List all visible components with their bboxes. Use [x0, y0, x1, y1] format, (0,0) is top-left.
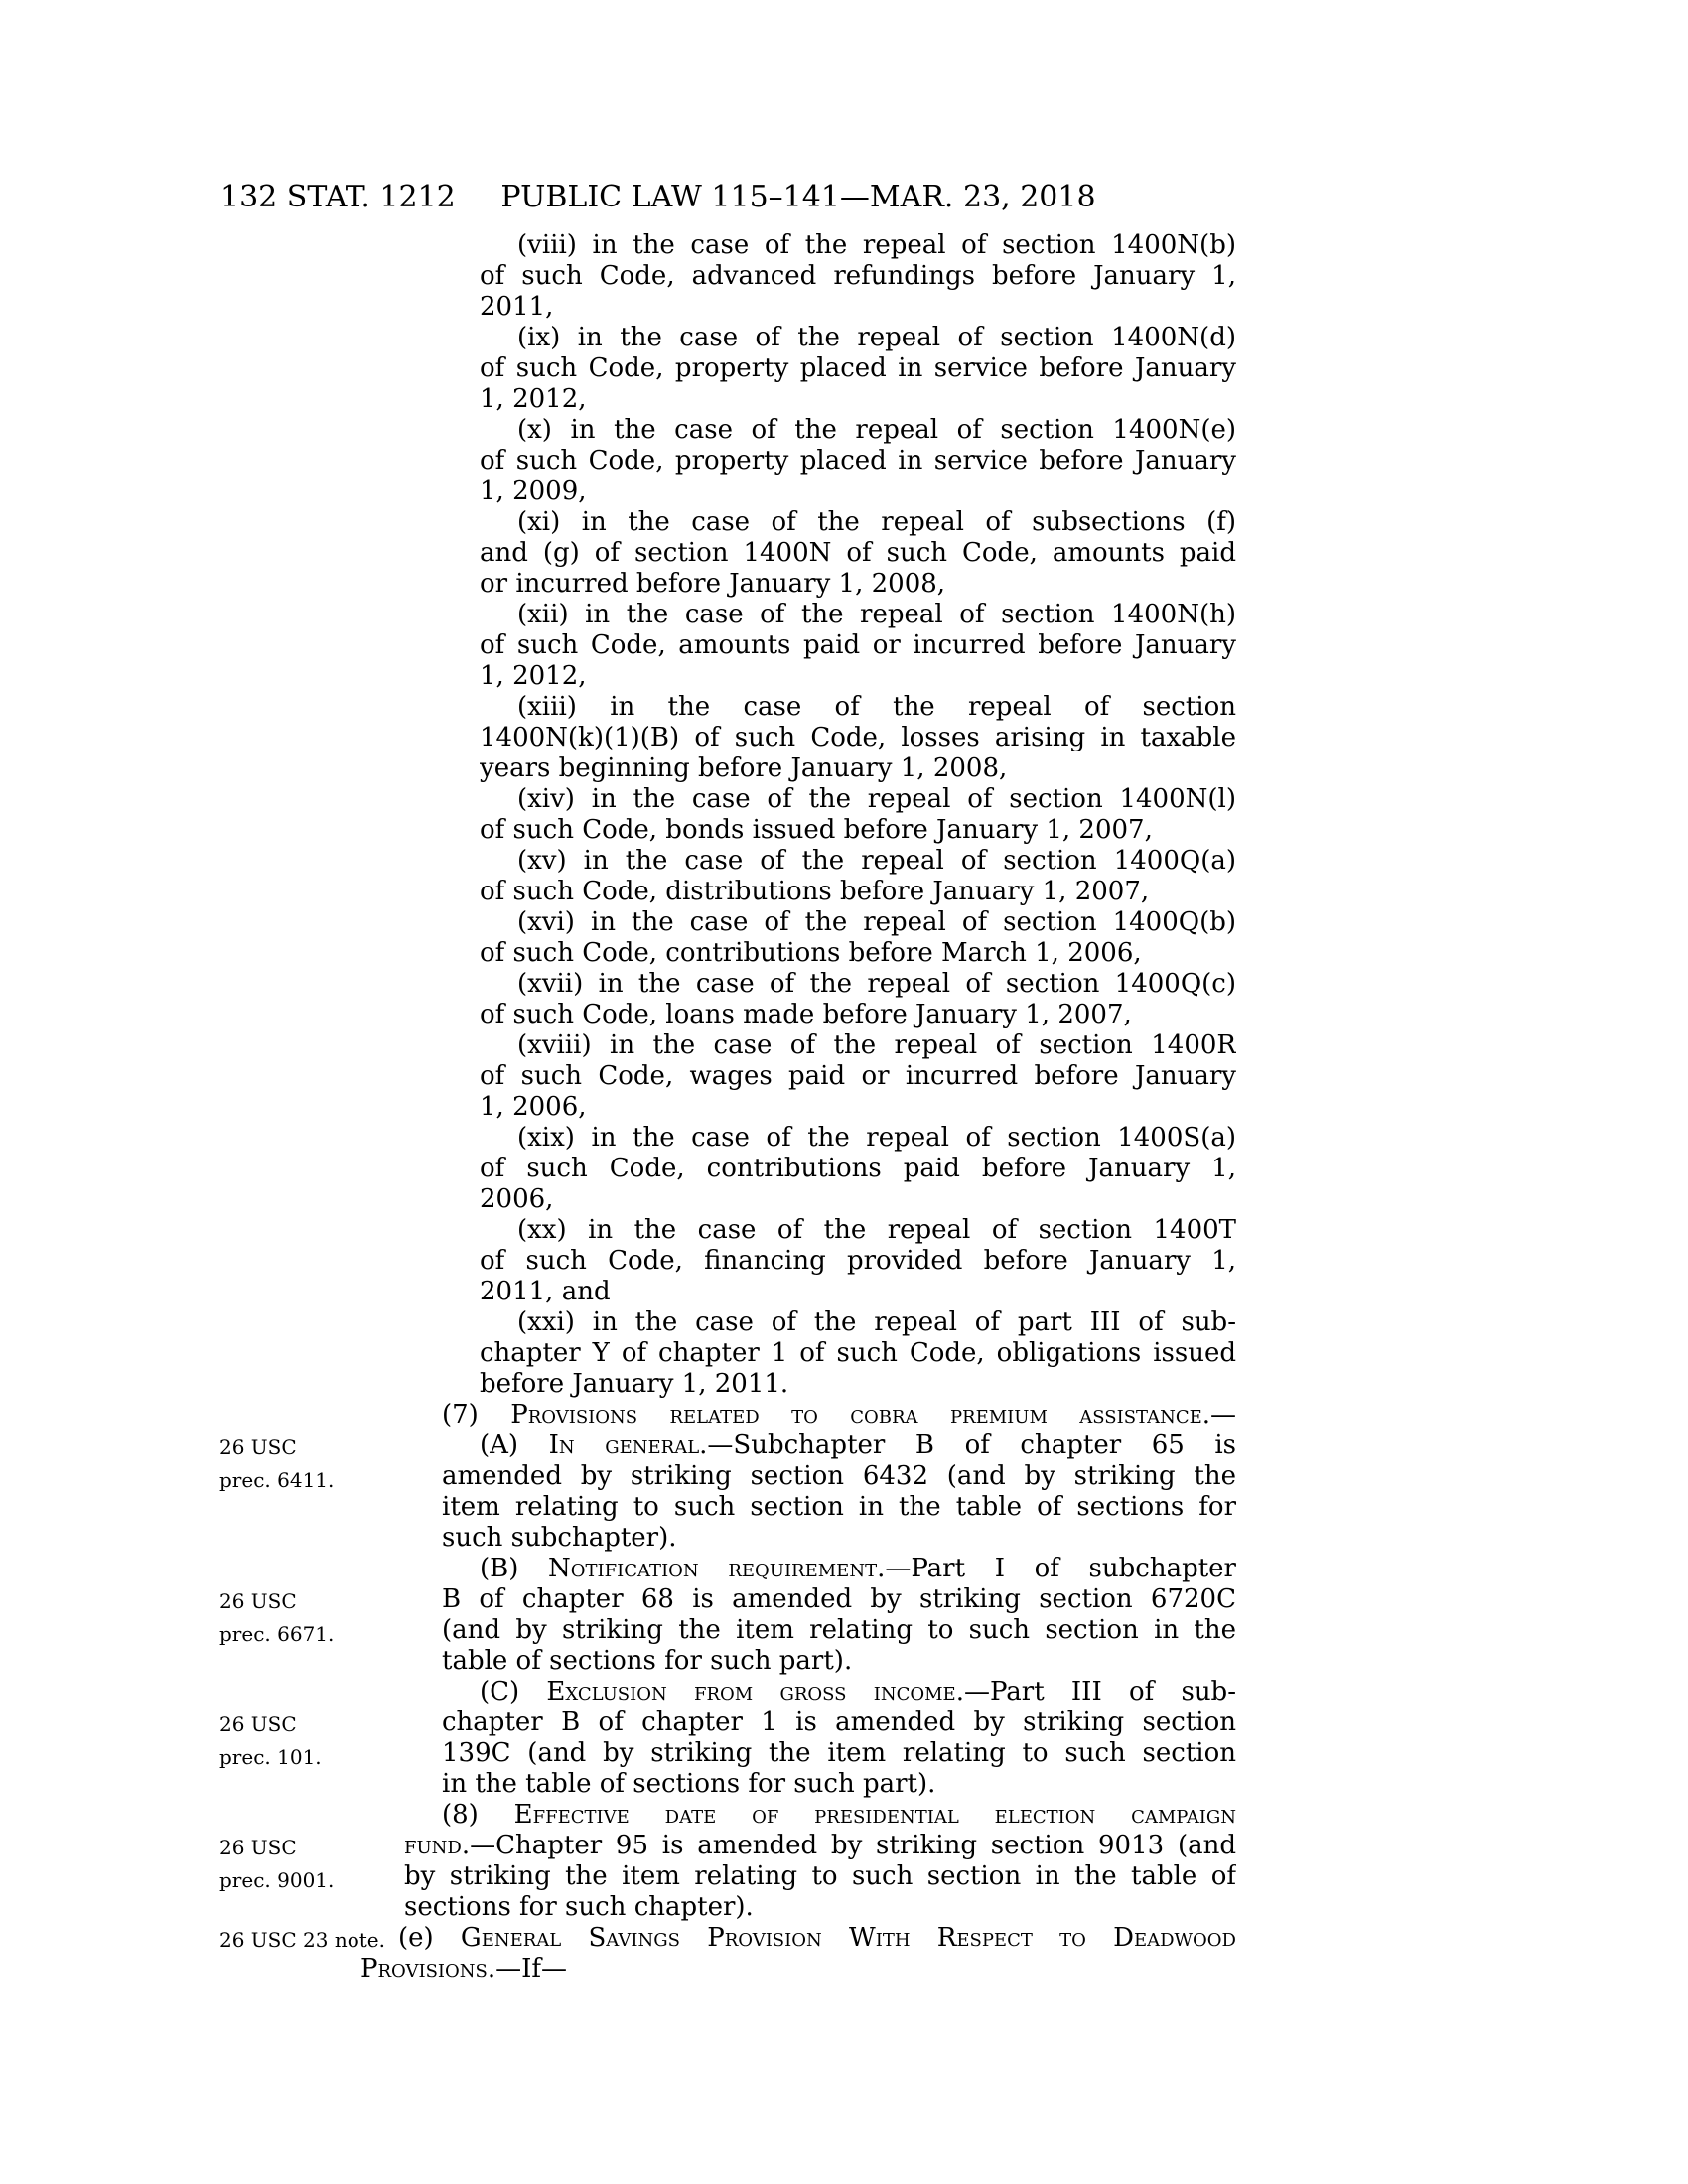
enum-label: (B)	[480, 1554, 549, 1583]
text-line: (viii) in the case of the repeal of section 1400N(b)	[517, 230, 1236, 260]
text-line: chapter Y of chapter 1 of such Code, obligations issued	[480, 1338, 1236, 1368]
text-line: (xi) in the case of the repeal of subsections (f)	[517, 507, 1236, 537]
subparagraph-B-notification-requirement	[360, 1554, 1236, 1677]
text-run: —Part I of subchapter	[885, 1554, 1236, 1583]
text-line: 1, 2006,	[480, 1092, 587, 1122]
text-line: and (g) of section 1400N of such Code, amounts paid	[480, 538, 1236, 568]
text-line: (xvii) in the case of the repeal of section 1400Q(c)	[517, 969, 1236, 999]
text-run: —Part III of sub-	[963, 1677, 1236, 1706]
margin-note-line: 26 USC	[219, 1435, 297, 1459]
clause-xv	[360, 846, 1236, 907]
text-line: of such Code, loans made before January 1, 2007,	[480, 1000, 1132, 1029]
text-line: of such Code, property placed in service before January	[480, 353, 1236, 383]
text-line: of such Code, contributions paid before January 1,	[480, 1154, 1236, 1183]
paragraph-8-presidential-election-campaign-fund	[360, 1800, 1236, 1923]
running-head-law-title: PUBLIC LAW 115–141—MAR. 23, 2018	[500, 180, 1096, 214]
clause-xiv	[360, 784, 1236, 846]
text-line: (x) in the case of the repeal of section 1400N(e)	[517, 415, 1236, 445]
clause-viii	[360, 230, 1236, 323]
text-line: item relating to such section in the table of sections for	[442, 1492, 1236, 1522]
text-line: of such Code, contributions before March 1, 2006,	[480, 938, 1142, 968]
margin-note-usc-prec-101	[219, 1708, 322, 1774]
subparagraph-A-in-general	[360, 1431, 1236, 1554]
clause-xx	[360, 1215, 1236, 1307]
text-line: (xiii) in the case of the repeal of section	[517, 692, 1236, 722]
text-line: 2006,	[480, 1184, 554, 1214]
statute-text	[360, 230, 1236, 1984]
margin-note-line: prec. 6671.	[219, 1622, 335, 1646]
text-line: or incurred before January 1, 2008,	[480, 569, 946, 599]
paragraph-7-cobra-premium-assistance	[360, 1400, 1236, 1431]
clause-xvii	[360, 969, 1236, 1030]
text-line: years beginning before January 1, 2008,	[480, 753, 1008, 783]
text-run: —If—	[495, 1954, 568, 1983]
clause-xiii	[360, 692, 1236, 784]
text-line	[480, 1431, 1236, 1461]
stat-page-number: 132 STAT. 1212	[220, 180, 456, 214]
text-line	[480, 1677, 1236, 1707]
enum-label: (7)	[442, 1400, 511, 1430]
enum-label: (8)	[442, 1800, 514, 1830]
text-line: 139C (and by striking the item relating to such section	[442, 1738, 1236, 1768]
small-caps-heading: fund.	[404, 1831, 471, 1860]
text-line: such subchapter).	[442, 1523, 677, 1553]
text-line: chapter B of chapter 1 is amended by striking section	[442, 1707, 1236, 1737]
text-line: (xiv) in the case of the repeal of section 1400N(l)	[517, 784, 1236, 814]
text-line: of such Code, bonds issued before January 1, 2007,	[480, 815, 1153, 845]
clause-xviii	[360, 1030, 1236, 1123]
text-line: table of sections for such part).	[442, 1646, 853, 1676]
text-line: of such Code, wages paid or incurred before January	[480, 1061, 1236, 1091]
text-line: (and by striking the item relating to such section in the	[442, 1615, 1236, 1645]
text-line: (xv) in the case of the repeal of section 1400Q(a)	[517, 846, 1236, 876]
text-line: 2011,	[480, 292, 554, 322]
text-line: of such Code, amounts paid or incurred before January	[480, 630, 1236, 660]
text-line: of such Code, property placed in service before January	[480, 446, 1236, 476]
text-line: (ix) in the case of the repeal of section 1400N(d)	[517, 323, 1236, 352]
margin-note-usc-prec-9001	[219, 1832, 334, 1897]
margin-note-line: 26 USC	[219, 1836, 297, 1859]
text-line: in the table of sections for such part).	[442, 1769, 936, 1799]
text-run: —Subchapter B of chapter 65 is	[707, 1431, 1236, 1460]
text-line: of such Code, financing provided before January 1,	[480, 1246, 1236, 1276]
margin-note-usc-prec-6411	[219, 1432, 334, 1497]
text-line: sections for such chapter).	[404, 1892, 754, 1922]
enum-label: (e)	[398, 1923, 461, 1953]
text-line: (xvi) in the case of the repeal of section 1400Q(b)	[517, 907, 1236, 937]
text-line: (xix) in the case of the repeal of section 1400S(a)	[517, 1123, 1236, 1153]
text-line: (xii) in the case of the repeal of section 1400N(h)	[517, 600, 1236, 629]
enum-label: (C)	[480, 1677, 547, 1706]
text-line: 1, 2012,	[480, 661, 587, 691]
clause-x	[360, 415, 1236, 507]
text-line: 1, 2009,	[480, 477, 587, 506]
subparagraph-C-exclusion-from-gross-income	[360, 1677, 1236, 1800]
small-caps-heading: Exclusion from gross income.	[546, 1677, 964, 1706]
enum-label: (A)	[480, 1431, 549, 1460]
text-line: by striking the item relating to such section in the table of	[404, 1861, 1236, 1891]
margin-note-line: 26 USC 23 note.	[219, 1928, 385, 1952]
text-line	[442, 1400, 1236, 1431]
clause-xvi	[360, 907, 1236, 969]
text-line	[442, 1800, 1236, 1831]
small-caps-heading: Provisions.	[360, 1954, 496, 1983]
text-line	[398, 1923, 1236, 1954]
text-line: amended by striking section 6432 (and by striking the	[442, 1461, 1236, 1491]
small-caps-heading: General Savings Provision With Respect to Deadwood	[460, 1923, 1236, 1953]
text-line: of such Code, distributions before January 1, 2007,	[480, 877, 1150, 906]
margin-note-line: prec. 101.	[219, 1745, 322, 1769]
clause-xix	[360, 1123, 1236, 1215]
small-caps-heading: Notification requirement.	[548, 1554, 886, 1583]
subsection-e-general-savings-provision	[360, 1923, 1236, 1984]
clause-xii	[360, 600, 1236, 692]
text-line: 2011, and	[480, 1277, 611, 1306]
margin-note-line: prec. 6411.	[219, 1468, 335, 1492]
text-line: before January 1, 2011.	[480, 1369, 789, 1399]
text-line: 1400N(k)(1)(B) of such Code, losses arising in taxable	[480, 723, 1236, 752]
text-line: 1, 2012,	[480, 384, 587, 414]
small-caps-heading: Provisions related to cobra premium assistance.	[510, 1400, 1211, 1430]
text-line	[404, 1831, 1236, 1861]
text-line: B of chapter 68 is amended by striking section 6720C	[442, 1584, 1236, 1614]
clause-ix	[360, 323, 1236, 415]
margin-note-line: prec. 9001.	[219, 1868, 335, 1892]
text-line: (xx) in the case of the repeal of section 1400T	[517, 1215, 1236, 1245]
clause-xi	[360, 507, 1236, 600]
text-line	[480, 1554, 1236, 1584]
margin-note-usc-prec-6671	[219, 1585, 334, 1651]
small-caps-heading: Effective date of presidential election campaign	[513, 1800, 1236, 1830]
text-line: of such Code, advanced refundings before January 1,	[480, 261, 1236, 291]
margin-note-line: 26 USC	[219, 1589, 297, 1613]
text-line: (xviii) in the case of the repeal of section 1400R	[517, 1030, 1236, 1060]
small-caps-heading: In general.	[548, 1431, 708, 1460]
text-run: —Chapter 95 is amended by striking section 9013 (and	[470, 1831, 1236, 1860]
clause-xxi	[360, 1307, 1236, 1400]
text-run: —	[1210, 1400, 1236, 1430]
text-line: (xxi) in the case of the repeal of part III of sub-	[517, 1307, 1236, 1337]
margin-note-line: 26 USC	[219, 1712, 297, 1736]
text-line	[360, 1954, 1236, 1984]
